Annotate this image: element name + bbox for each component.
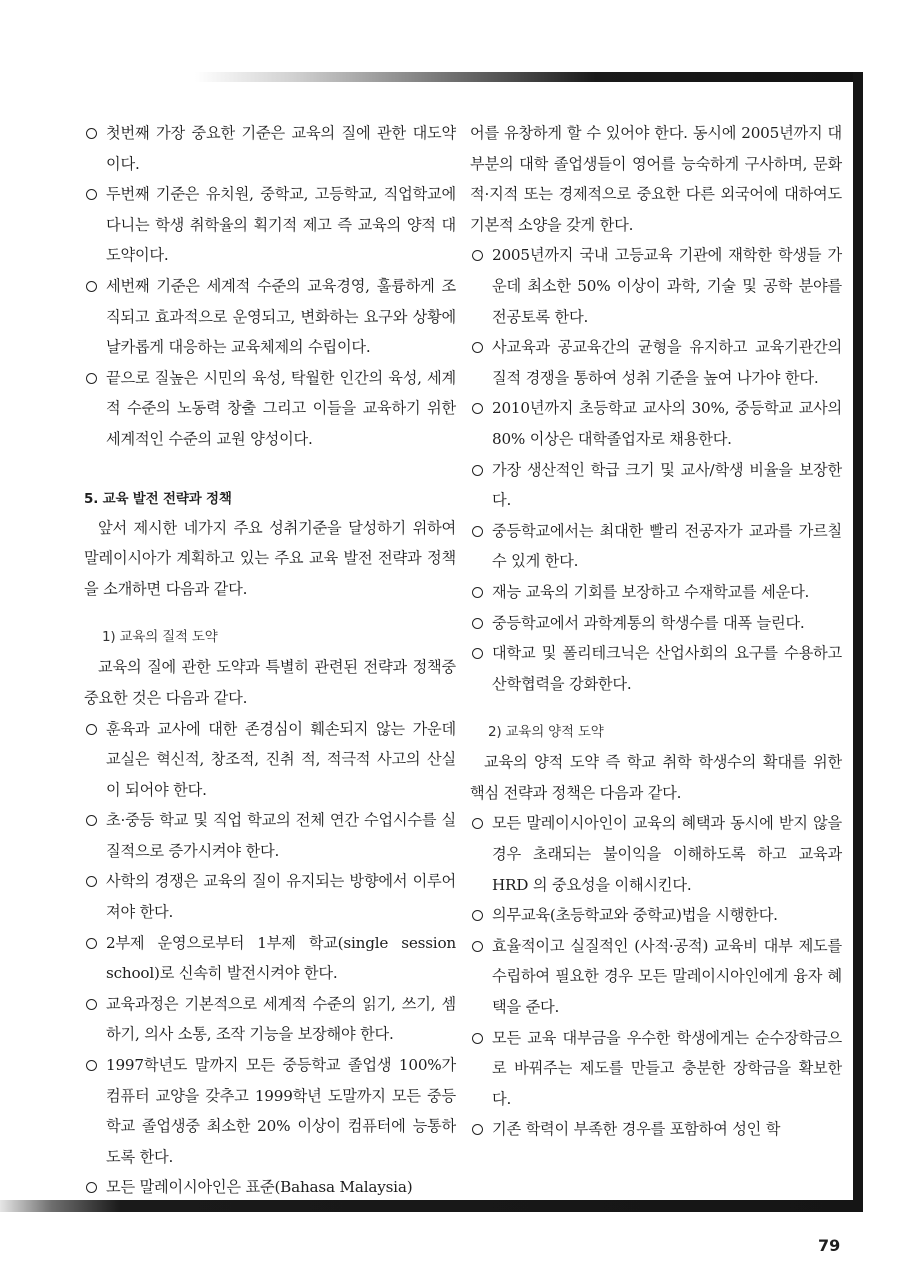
list-item: 효율적이고 실질적인 (사적·공적) 교육비 대부 제도를 수립하여 필요한 경우 모든 말레이시아인에게 융자 혜택을 준다. xyxy=(470,931,842,1023)
list-item: 대학교 및 폴리테크닉은 산업사회의 요구를 수용하고 산학협력을 강화한다. xyxy=(470,638,842,699)
list-item: 가장 생산적인 학급 크기 및 교사/학생 비율을 보장한다. xyxy=(470,455,842,516)
list-item: 재능 교육의 기회를 보장하고 수재학교를 세운다. xyxy=(470,577,842,608)
list-item: 2005년까지 국내 고등교육 기관에 재학한 학생들 가운데 최소한 50% 이상이 과학, 기술 및 공학 분야를 전공토록 한다. xyxy=(470,240,842,332)
list-item: 1997학년도 말까지 모든 중등학교 졸업생 100%가 컴퓨터 교양을 갖추고 1999학년 도말까지 모든 중등학교 졸업생중 최소한 20% 이상이 컴퓨터에 능통하도록 한다. xyxy=(84,1050,456,1172)
right-column xyxy=(470,118,842,1145)
list-item: 모든 말레이시아인은 표준(Bahasa Malaysia) xyxy=(84,1172,456,1203)
left-column xyxy=(84,118,456,1203)
list-item: 중등학교에서는 최대한 빨리 전공자가 교과를 가르칠 수 있게 한다. xyxy=(470,516,842,577)
list-item: 초·중등 학교 및 직업 학교의 전체 연간 수업시수를 실질적으로 증가시켜야 한다. xyxy=(84,805,456,866)
subsection-intro-quantity: 교육의 양적 도약 즉 학교 취학 학생수의 확대를 위한 핵심 전략과 정책은 다음과 같다. xyxy=(470,753,842,802)
list-item: 의무교육(초등학교와 중학교)법을 시행한다. xyxy=(470,900,842,931)
criteria-item: 두번째 기준은 유치원, 중학교, 고등학교, 직업학교에 다니는 학생 취학율의 획기적 제고 즉 교육의 양적 대도약이다. xyxy=(84,179,456,271)
criteria-item: 세번째 기준은 세계적 수준의 교육경영, 훌륭하게 조직되고 효과적으로 운영되고, 변화하는 요구와 상황에 날카롭게 대응하는 교육체제의 수립이다. xyxy=(84,271,456,363)
list-item: 훈육과 교사에 대한 존경심이 훼손되지 않는 가운데 교실은 혁신적, 창조적, 진취 적, 적극적 사고의 산실이 되어야 한다. xyxy=(84,714,456,806)
section-intro: 앞서 제시한 네가지 주요 성취기준을 달성하기 위하여 말레이시아가 계획하고 있는 주요 교육 발전 전략과 정책을 소개하면 다음과 같다. xyxy=(84,518,456,598)
list-item: 2부제 운영으로부터 1부제 학교(single session school)로 신속히 발전시켜야 한다. xyxy=(84,928,456,989)
list-item: 2010년까지 초등학교 교사의 30%, 중등학교 교사의 80% 이상은 대학졸업자로 채용한다. xyxy=(470,393,842,454)
page-number: 79 xyxy=(818,1236,841,1255)
subsection-intro-quality: 교육의 질에 관한 도약과 특별히 관련된 전략과 정책중 중요한 것은 다음과 같다. xyxy=(84,658,456,707)
list-item: 교육과정은 기본적으로 세계적 수준의 읽기, 쓰기, 셈하기, 의사 소통, 조작 기능을 보장해야 한다. xyxy=(84,989,456,1050)
page-frame-right-border xyxy=(853,72,863,1212)
criteria-item: 끝으로 질높은 시민의 육성, 탁월한 인간의 육성, 세계적 수준의 노동력 창출 그리고 이들을 교육하기 위한 세계적인 수준의 교원 양성이다. xyxy=(84,363,456,455)
list-item: 중등학교에서 과학계통의 학생수를 대폭 늘린다. xyxy=(470,608,842,639)
page-frame-top-border xyxy=(195,72,863,82)
list-item: 사교육과 공교육간의 균형을 유지하고 교육기관간의 질적 경쟁을 통하여 성취 기준을 높여 나가야 한다. xyxy=(470,332,842,393)
continuation-text: 어를 유창하게 할 수 있어야 한다. 동시에 2005년까지 대부분의 대학 졸업생들이 영어를 능숙하게 구사하며, 문화적·지적 또는 경제적으로 중요한 다른 외국어에 대하여도 기본적 소양을 갖게 한다. xyxy=(470,124,842,234)
list-item: 기존 학력이 부족한 경우를 포함하여 성인 학 xyxy=(470,1114,842,1145)
list-item: 모든 교육 대부금을 우수한 학생에게는 순수장학금으로 바꿔주는 제도를 만들고 충분한 장학금을 확보한다. xyxy=(470,1023,842,1115)
criteria-item: 첫번째 가장 중요한 기준은 교육의 질에 관한 대도약이다. xyxy=(84,118,456,179)
subsection-title-quantity: 2) 교육의 양적 도약 xyxy=(488,724,604,741)
list-item: 모든 말레이시아인이 교육의 혜택과 동시에 받지 않을 경우 초래되는 불이익을 이해하도록 하고 교육과 HRD 의 중요성을 이해시킨다. xyxy=(470,808,842,900)
list-item: 사학의 경쟁은 교육의 질이 유지되는 방향에서 이루어져야 한다. xyxy=(84,866,456,927)
subsection-title-quality: 1) 교육의 질적 도약 xyxy=(102,629,218,646)
section-title: 5. 교육 발전 전략과 정책 xyxy=(84,490,232,507)
